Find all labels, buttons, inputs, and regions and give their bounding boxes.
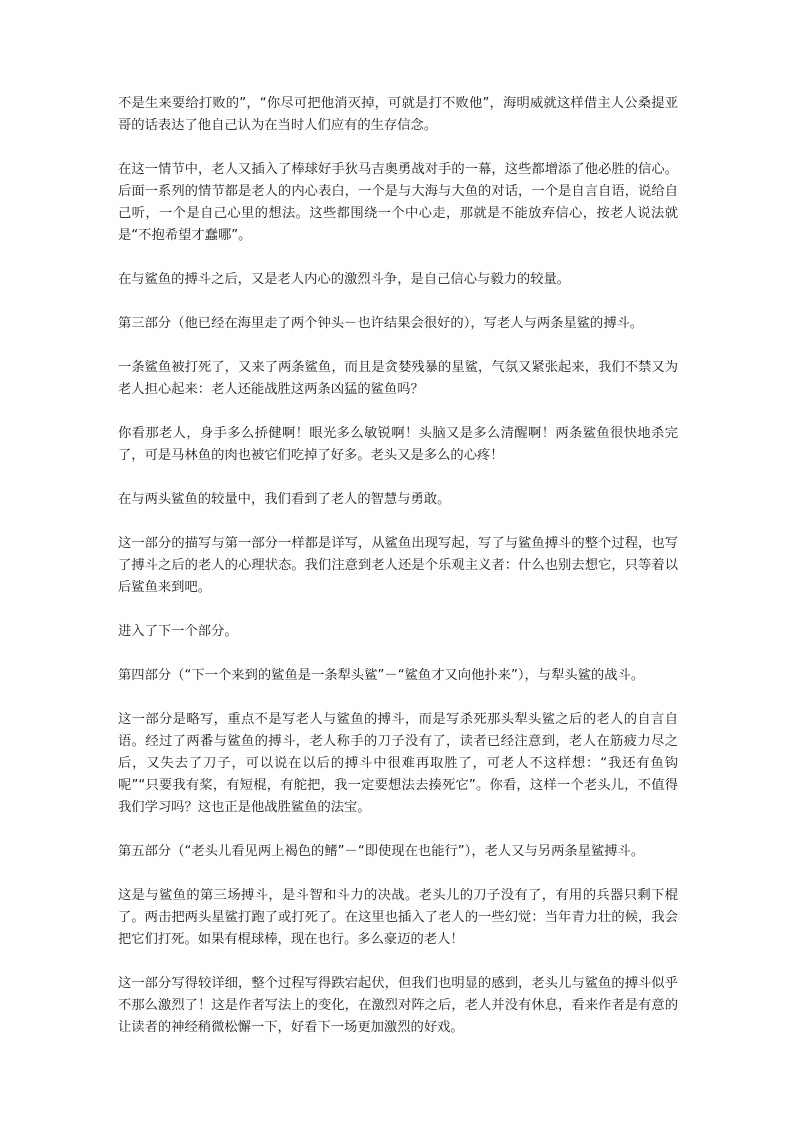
paragraph-10: 第四部分（“下一个来到的鲨鱼是一条犁头鲨”－“鲨鱼才又向他扑来”），与犁头鲨的战斗。	[118, 668, 645, 683]
paragraph-4: 第三部分（他已经在海里走了两个钟头－也许结果会很好的），写老人与两条星鲨的搏斗。	[118, 316, 644, 331]
paragraph-5: 一条鲨鱼被打死了，又来了两条鲨鱼，而且是贪婪残暴的星鲨，气氛又紧张起来，我们不禁又为老人担心起来：老人还能战胜这两条凶猛的鲨鱼吗？	[118, 360, 678, 397]
paragraph-13: 这是与鲨鱼的第三场搏斗，是斗智和斗力的决战。老头儿的刀子没有了，有用的兵器只剩下棍了。两击把两头星鲨打跑了或打死了。在这里也插入了老人的一些幻觉：当年青力壮的候，我会把它们打死。如果有棍球棒，现在也行。多么豪迈的老人！	[118, 888, 678, 947]
paragraph-12: 第五部分（“老头儿看见两上褐色的鳍”－“即使现在也能行”），老人又与另两条星鲨搏斗。	[118, 844, 645, 859]
paragraph-14: 这一部分写得较详细，整个过程写得跌宕起伏，但我们也明显的感到，老头儿与鲨鱼的搏斗似乎不那么激烈了！这是作者写法上的变化，在激烈对阵之后，老人并没有休息，看来作者是有意的让读者的神经稍微松懈一下，好看下一场更加激烈的好戏。	[118, 976, 678, 1035]
paragraph-6: 你看那老人，身手多么挢健啊！眼光多么敏锐啊！头脑又是多么清醒啊！两条鲨鱼很快地杀完了，可是马林鱼的肉也被它们吃掉了好多。老头又是多么的心疼！	[118, 426, 678, 463]
paragraph-9: 进入了下一个部分。	[118, 624, 238, 639]
paragraph-11: 这一部分是略写，重点不是写老人与鲨鱼的搏斗，而是写杀死那头犁头鲨之后的老人的自言自语。经过了两番与鲨鱼的搏斗，老人称手的刀子没有了，读者已经注意到，老人在筋疲力尽之后，又失去了刀子，可以说在以后的搏斗中很难再取胜了，可老人不这样想：“我还有鱼钩呢”“只要我有桨，有短棍，有舵把，我一定要想法去揍死它”。你看，这样一个老头儿，不值得我们学习吗？这也正是他战胜鲨鱼的法宝。	[118, 712, 678, 815]
document-page	[118, 93, 678, 1061]
paragraph-2: 在这一情节中，老人又插入了棒球好手狄马吉奥勇战对手的一幕，这些都增添了他必胜的信心。后面一系列的情节都是老人的内心表白，一个是与大海与大鱼的对话，一个是自言自语，说给自己听，一个是自己心里的想法。这些都围绕一个中心走，那就是不能放弃信心，按老人说法就是“不抱希望才蠢哪”。	[118, 162, 678, 243]
paragraph-1: 不是生来要给打败的”，“你尽可把他消灭掉，可就是打不败他”，海明威就这样借主人公桑提亚哥的话表达了他自己认为在当时人们应有的生存信念。	[118, 96, 678, 133]
paragraph-3: 在与鲨鱼的搏斗之后，又是老人内心的激烈斗争，是自己信心与毅力的较量。	[118, 272, 571, 287]
paragraph-7: 在与两头鲨鱼的较量中，我们看到了老人的智慧与勇敢。	[118, 492, 451, 507]
paragraph-8: 这一部分的描写与第一部分一样都是详写，从鲨鱼出现写起，写了与鲨鱼搏斗的整个过程，也写了搏斗之后的老人的心理状态。我们注意到老人还是个乐观主义者：什么也别去想它，只等着以后鲨鱼来到吧。	[118, 536, 678, 595]
